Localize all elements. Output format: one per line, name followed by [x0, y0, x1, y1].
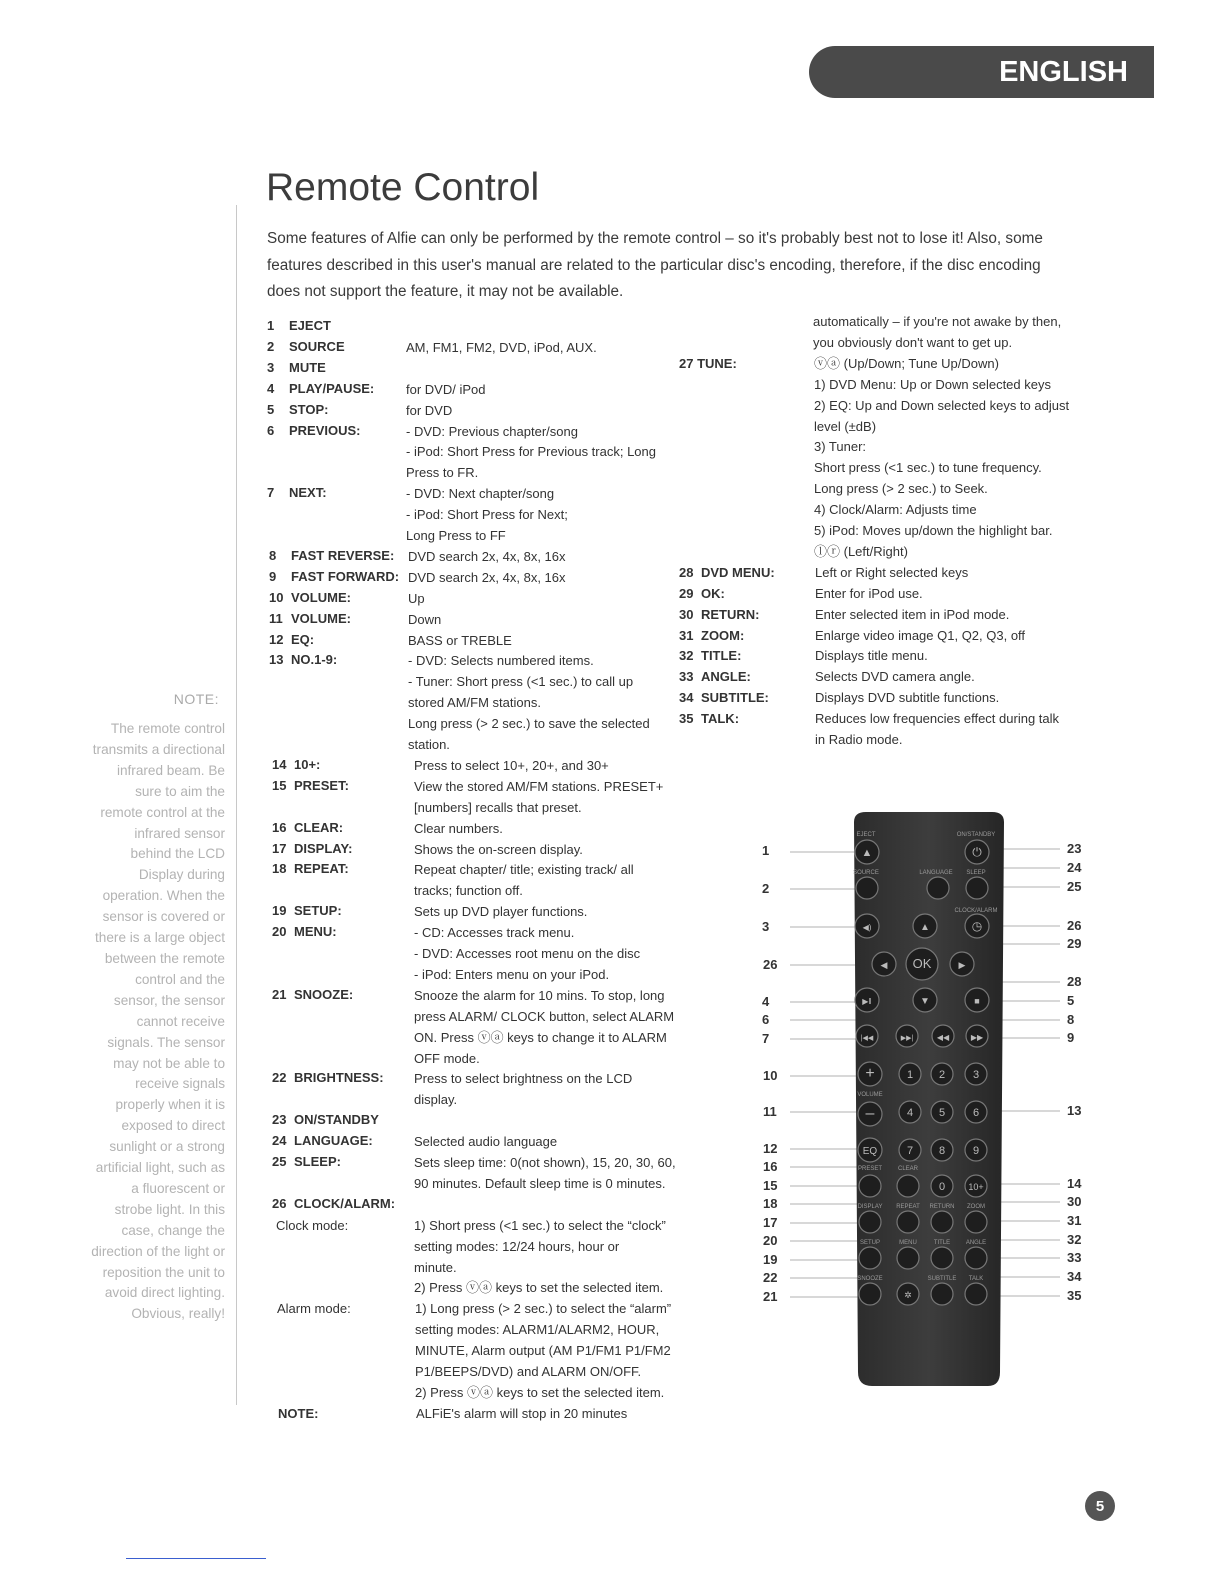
key-description: ⓛⓡ (Left/Right) [814, 543, 908, 559]
key-label [269, 588, 351, 608]
callout-number-left: 15 [763, 1178, 778, 1193]
callout-number-right: 23 [1067, 841, 1082, 856]
key-description: 4) Clock/Alarm: Adjusts time [814, 502, 977, 518]
angle-button [965, 1247, 987, 1269]
key-number: 34 [679, 690, 694, 706]
key-label [272, 839, 353, 859]
key-description: Displays DVD subtitle functions. [815, 690, 1000, 706]
callout-number-left: 20 [763, 1233, 778, 1248]
key-number: 20 [272, 924, 287, 940]
callout-number-left: 18 [763, 1196, 778, 1211]
key-name: VOLUME: [291, 610, 351, 626]
key-label [272, 985, 353, 1005]
brightness-button-label: ✲ [904, 1290, 912, 1300]
callout-number-right: 35 [1067, 1288, 1082, 1303]
key-name: TALK: [701, 711, 740, 727]
key-label [267, 316, 331, 336]
key-description: Short press (<1 sec.) to tune frequency. [814, 460, 1042, 476]
ten-plus-button-label: 10+ [968, 1182, 984, 1192]
key-number: 13 [269, 652, 284, 668]
key-description: for DVD/ iPod [406, 381, 486, 397]
callout-number-left: 6 [762, 1012, 770, 1027]
key-description: - iPod: Short Press for Previous track; Long [406, 444, 656, 460]
key-description: Long Press to FF [406, 528, 506, 543]
key-label [272, 1131, 373, 1151]
alarm-note-text: ALFiE's alarm will stop in 20 minutes [416, 1405, 628, 1421]
key-name: SOURCE [289, 338, 345, 354]
setup-button [859, 1247, 881, 1269]
key-description: DVD search 2x, 4x, 8x, 16x [408, 548, 566, 564]
key-label [269, 630, 314, 650]
callout-number-right: 24 [1067, 860, 1082, 875]
key-description: 5) iPod: Moves up/down the highlight bar. [814, 523, 1053, 538]
key-name: PREVIOUS: [289, 422, 361, 438]
key-name: DVD MENU: [701, 564, 775, 580]
callout-number-right: 29 [1067, 936, 1082, 951]
callout-number-right: 31 [1067, 1213, 1082, 1228]
eject-caption: EJECT [856, 832, 876, 838]
key-name: EQ: [291, 631, 315, 647]
key-number: 35 [679, 711, 694, 727]
callout-number-left: 7 [762, 1031, 770, 1046]
source-button [856, 877, 878, 899]
key-number: 10 [269, 589, 284, 605]
key-label [679, 688, 769, 708]
key-description: Snooze the alarm for 10 mins. To stop, long [414, 987, 665, 1003]
standby-caption: ON/STANDBY [956, 832, 996, 838]
key-name: SNOOZE: [294, 986, 354, 1002]
callout-number-right: 28 [1067, 974, 1082, 989]
return-caption: RETURN [929, 1204, 955, 1210]
repeat-caption: REPEAT [896, 1204, 920, 1210]
continued-text: automatically – if you're not awake by then, [813, 314, 1062, 329]
key-label [272, 922, 337, 942]
key-description: OFF mode. [414, 1050, 480, 1066]
key-description: BASS or TREBLE [408, 632, 512, 648]
key-label [269, 609, 351, 629]
key-name: LANGUAGE: [294, 1133, 373, 1149]
setup-caption: SETUP [859, 1240, 881, 1246]
talk-caption: TALK [968, 1276, 984, 1282]
key-number: 29 [679, 585, 694, 601]
key-description: - Tuner: Short press (<1 sec.) to call up [408, 674, 634, 690]
left-button-label: ◀ [880, 960, 888, 970]
key-number: 18 [272, 861, 287, 877]
key-description: Down [408, 611, 442, 627]
key-number: 14 [272, 756, 287, 772]
alarm-mode-text: P1/BEEPS/DVD) and ALARM ON/OFF. [415, 1364, 642, 1379]
key-description: Sets sleep time: 0(not shown), 15, 20, 30, 60, [414, 1155, 676, 1170]
key-name: TUNE: [693, 355, 737, 371]
key-description: Displays title menu. [815, 648, 928, 664]
key-description: Selects DVD camera angle. [815, 669, 975, 685]
digit-0-button-label: 0 [938, 1181, 946, 1193]
callout-number-left: 17 [763, 1215, 778, 1230]
callout-number-left: 22 [763, 1270, 778, 1285]
display-button [859, 1211, 881, 1233]
key-description: ON. Press ⓥⓐ keys to change it to ALARM [414, 1029, 667, 1045]
callout-number-right: 34 [1067, 1269, 1082, 1284]
language-tab [809, 46, 1154, 98]
key-description: - iPod: Enters menu on your iPod. [414, 966, 610, 982]
key-description: Shows the on-screen display. [414, 841, 583, 857]
callout-number-left: 12 [763, 1141, 778, 1156]
callout-number-left: 2 [762, 881, 770, 896]
key-number: 32 [679, 648, 694, 664]
remote-control-illustration [850, 812, 1008, 1388]
key-description: Up [408, 590, 425, 606]
key-description: Enter for iPod use. [815, 585, 923, 601]
callout-number-left: 26 [763, 957, 778, 972]
alarm-mode-text: 2) Press ⓥⓐ keys to set the selected item. [415, 1384, 665, 1400]
callout-number-right: 8 [1067, 1012, 1075, 1027]
key-label [679, 667, 751, 687]
key-number: 25 [272, 1154, 287, 1169]
key-name: VOLUME: [291, 589, 351, 605]
key-name: OK: [701, 585, 725, 601]
alarm-note-label: NOTE: [278, 1405, 319, 1421]
return-button [931, 1211, 953, 1233]
key-description: Repeat chapter/ title; existing track/ all [414, 862, 634, 878]
key-name: RETURN: [701, 606, 760, 622]
volume-down-button-label: – [865, 1105, 875, 1122]
key-description: Selected audio language [414, 1134, 558, 1150]
key-number: 1 [267, 318, 275, 333]
alarm-mode-text: setting modes: ALARM1/ALARM2, HOUR, [415, 1322, 660, 1338]
callout-number-left: 3 [762, 919, 770, 934]
key-description: - DVD: Accesses root menu on the disc [414, 946, 641, 961]
previous-button-label: |◀◀ [860, 1035, 874, 1042]
stop-button-label: ■ [974, 996, 980, 1006]
key-name: ON/STANDBY [294, 1112, 379, 1128]
display-caption: DISPLAY [857, 1204, 883, 1210]
next-button-label: ▶▶| [900, 1035, 914, 1042]
digit-9-button-label: 9 [972, 1145, 980, 1157]
source-caption: SOURCE [853, 870, 879, 876]
key-name: PLAY/PAUSE: [289, 380, 375, 396]
key-name: TITLE: [701, 648, 742, 664]
volume-caption: VOLUME [857, 1092, 883, 1098]
clock-mode-label: Clock mode: [276, 1217, 349, 1233]
fast-forward-button-label: ▶▶ [970, 1033, 984, 1042]
digit-4-button-label: 4 [906, 1107, 914, 1119]
preset-caption: PRESET [857, 1166, 883, 1172]
key-name: PRESET: [294, 777, 349, 793]
key-description: ⓥⓐ (Up/Down; Tune Up/Down) [814, 355, 999, 371]
sleep-button [966, 877, 988, 899]
zoom-caption: ZOOM [967, 1204, 985, 1210]
key-label [272, 1068, 384, 1088]
key-name: MENU: [294, 924, 337, 940]
key-number: 16 [272, 819, 287, 835]
title-button [931, 1247, 953, 1269]
key-label [272, 755, 320, 775]
key-number: 24 [272, 1133, 287, 1149]
key-description: - DVD: Next chapter/song [406, 486, 555, 502]
key-description: station. [408, 737, 450, 752]
clock-mode-text: minute. [414, 1259, 457, 1275]
callout-number-left: 19 [763, 1252, 778, 1267]
key-name: ANGLE: [701, 669, 751, 685]
key-number: 33 [679, 669, 694, 685]
language-button [927, 877, 949, 899]
key-description: - iPod: Short Press for Next; [406, 507, 568, 523]
key-label [269, 546, 394, 566]
key-name: SLEEP: [294, 1154, 341, 1169]
intro-paragraph: Some features of Alfie can only be performed by the remote control – so it's probably best not to lose it! Also, some features described in this user's manual are related to the particular disc's encoding, therefore, if the disc encoding does not support the feature, it may not be available. [267, 230, 1043, 300]
key-description: - DVD: Selects numbered items. [408, 653, 594, 669]
clear-button [897, 1175, 919, 1197]
key-description: Long press (> 2 sec.) to Seek. [814, 481, 988, 497]
key-description: DVD search 2x, 4x, 8x, 16x [408, 569, 566, 585]
callout-number-left: 4 [762, 994, 770, 1009]
key-number: 28 [679, 564, 694, 580]
key-label [679, 605, 760, 625]
snooze-caption: SNOOZE [857, 1276, 883, 1282]
callout-number-right: 25 [1067, 879, 1082, 894]
key-description: Enlarge video image Q1, Q2, Q3, off [815, 627, 1026, 643]
key-label [272, 818, 343, 838]
key-label [679, 354, 737, 374]
digit-2-button-label: 2 [938, 1069, 946, 1081]
digit-8-button-label: 8 [938, 1145, 946, 1157]
key-number: 27 [679, 355, 694, 371]
key-name: STOP: [289, 401, 329, 417]
subtitle-caption: SUBTITLE [927, 1276, 957, 1282]
callout-number-right: 9 [1067, 1030, 1075, 1045]
key-description: 90 minutes. Default sleep time is 0 minutes. [414, 1175, 666, 1191]
key-label [272, 859, 349, 879]
key-number: 5 [267, 401, 275, 417]
key-label [267, 337, 345, 357]
standby-button-label: ⏻ [972, 845, 982, 859]
key-name: MUTE [289, 359, 326, 375]
key-description: [numbers] recalls that preset. [414, 799, 582, 815]
callout-number-right: 14 [1067, 1176, 1082, 1191]
key-description: Long press (> 2 sec.) to save the selected [408, 716, 650, 732]
right-button-label: ▶ [958, 960, 966, 970]
key-number: 9 [269, 568, 277, 584]
key-label [679, 626, 744, 646]
key-number: 23 [272, 1112, 287, 1128]
key-name: SUBTITLE: [701, 690, 769, 706]
key-name: FAST REVERSE: [291, 547, 395, 563]
fast-reverse-button-label: ◀◀ [936, 1033, 950, 1042]
eq-button-label: EQ [862, 1146, 878, 1157]
continued-text: you obviously don't want to get up. [813, 334, 1013, 350]
snooze-button [859, 1283, 881, 1305]
key-number: 4 [267, 380, 275, 396]
key-number: 7 [267, 485, 275, 501]
key-label [272, 1194, 395, 1214]
key-description: Clear numbers. [414, 820, 503, 836]
key-label [679, 563, 775, 583]
key-description: Reduces low frequencies effect during talk [815, 711, 1060, 727]
key-number: 19 [272, 903, 287, 919]
callout-number-left: 16 [763, 1159, 778, 1174]
page-title: Remote Control [266, 166, 540, 209]
key-description: tracks; function off. [414, 883, 523, 899]
key-number: 8 [269, 547, 277, 563]
callout-number-right: 26 [1067, 918, 1082, 933]
key-description: AM, FM1, FM2, DVD, iPod, AUX. [406, 339, 597, 355]
key-name: ZOOM: [701, 627, 745, 643]
side-note-text: The remote control transmits a directional infrared beam. Be sure to aim the remote control at the infrared sensor behind the LCD Display during operation. When the sensor is covered or there is a large object between the remote control and the sensor, the sensor cannot receive signals. The sensor may not be able to receive signals properly when it is exposed to direct sunlight or a strong artificial light, such as a fluorescent or strobe light. In this case, change the direction of the light or reposition the unit to avoid direct lighting. Obvious, really! [91, 721, 225, 1322]
language-label: ENGLISH [999, 55, 1128, 88]
callout-number-left: 21 [763, 1289, 778, 1304]
clear-caption: CLEAR [897, 1166, 919, 1172]
key-number: 31 [679, 627, 694, 643]
key-name: FAST FORWARD: [291, 568, 400, 584]
key-label [267, 379, 374, 399]
key-name: CLEAR: [294, 819, 344, 835]
key-description: Press to select 10+, 20+, and 30+ [414, 757, 609, 773]
clock-mode-text: setting modes: 12/24 hours, hour or [414, 1238, 620, 1254]
key-description: Enter selected item in iPod mode. [815, 606, 1010, 622]
key-number: 30 [679, 606, 694, 622]
key-description: for DVD [406, 402, 453, 418]
key-number: 15 [272, 777, 287, 793]
clock-mode-text: 2) Press ⓥⓐ keys to set the selected item. [414, 1280, 664, 1296]
key-number: 11 [269, 610, 283, 626]
key-label [269, 650, 337, 670]
callout-number-right: 33 [1067, 1250, 1082, 1265]
key-description: display. [414, 1092, 458, 1108]
key-description: Sets up DVD player functions. [414, 904, 588, 920]
volume-up-button-label: + [865, 1065, 875, 1082]
alarm-mode-text: 1) Long press (> 2 sec.) to select the “alarm” [415, 1301, 672, 1317]
key-description: Press to select brightness on the LCD [414, 1071, 633, 1087]
key-name: 10+: [294, 756, 321, 772]
down-button-label: ▼ [920, 996, 930, 1007]
key-name: CLOCK/ALARM: [294, 1195, 396, 1211]
key-description: View the stored AM/FM stations. PRESET+ [414, 778, 664, 794]
callout-number-right: 13 [1067, 1103, 1082, 1118]
key-label [267, 421, 361, 441]
page-number: 5 [1085, 1491, 1115, 1521]
callout-number-left: 1 [762, 843, 770, 858]
callout-number-left: 10 [763, 1068, 778, 1083]
alarm-mode-text: MINUTE, Alarm output (AM P1/FM1 P1/FM2 [415, 1343, 671, 1359]
key-description: - DVD: Previous chapter/song [406, 423, 578, 439]
key-label [269, 567, 399, 587]
mute-button-label: ◀) [862, 923, 872, 932]
key-name: DISPLAY: [294, 840, 353, 856]
key-number: 6 [267, 422, 275, 438]
subtitle-button [931, 1283, 953, 1305]
digit-5-button-label: 5 [938, 1107, 946, 1119]
key-description: level (±dB) [814, 418, 877, 434]
digit-3-button-label: 3 [972, 1069, 980, 1081]
repeat-button [897, 1211, 919, 1233]
key-name: NO.1-9: [291, 652, 338, 668]
key-description: press ALARM/ CLOCK button, select ALARM [414, 1008, 675, 1024]
key-label [267, 483, 327, 503]
key-label [679, 584, 725, 604]
key-description: Press to FR. [406, 465, 479, 481]
menu-button [897, 1247, 919, 1269]
key-label [679, 646, 741, 666]
key-label [272, 1110, 379, 1130]
key-label [272, 901, 342, 921]
clock-alarm-button-label: ◷ [971, 919, 983, 933]
key-number: 26 [272, 1195, 287, 1211]
key-name: REPEAT: [294, 861, 349, 877]
alarm-mode-label: Alarm mode: [277, 1301, 351, 1317]
key-number: 17 [272, 840, 287, 856]
up-button-label: ▲ [920, 922, 930, 933]
digit-1-button-label: 1 [906, 1069, 914, 1081]
side-note-heading: NOTE: [173, 691, 219, 707]
key-label [267, 358, 326, 378]
key-description: 1) DVD Menu: Up or Down selected keys [814, 376, 1051, 392]
key-number: 3 [267, 359, 275, 375]
key-label [272, 1152, 341, 1172]
key-description: - CD: Accesses track menu. [414, 925, 575, 941]
talk-button [965, 1283, 987, 1305]
callout-number-right: 5 [1067, 993, 1075, 1008]
preset-button [859, 1175, 881, 1197]
language-caption: LANGUAGE [919, 870, 953, 876]
key-description: 3) Tuner: [814, 439, 867, 455]
sleep-caption: SLEEP [966, 870, 986, 876]
key-description: stored AM/FM stations. [408, 695, 541, 711]
key-number: 12 [269, 631, 284, 647]
key-description: Left or Right selected keys [815, 564, 969, 580]
digit-6-button-label: 6 [972, 1107, 980, 1119]
key-number: 21 [272, 986, 287, 1002]
eject-button-label: ▲ [861, 847, 873, 859]
callout-number-right: 32 [1067, 1232, 1082, 1247]
key-description: 2) EQ: Up and Down selected keys to adjust [814, 397, 1070, 413]
clockalarm-caption: CLOCK/ALARM [954, 908, 998, 914]
callout-number-right: 30 [1067, 1194, 1082, 1209]
zoom-button [965, 1211, 987, 1233]
key-name: BRIGHTNESS: [294, 1070, 384, 1086]
key-name: EJECT [289, 318, 331, 333]
menu-caption: MENU [899, 1240, 917, 1246]
key-label [272, 776, 349, 796]
key-name: NEXT: [289, 485, 327, 501]
key-label [679, 709, 739, 729]
key-description: in Radio mode. [815, 732, 903, 747]
callout-number-left: 11 [763, 1104, 777, 1119]
column-divider [236, 205, 237, 1405]
footer-rule [126, 1558, 266, 1559]
key-name: SETUP: [294, 903, 342, 919]
angle-caption: ANGLE [965, 1240, 987, 1246]
key-label [267, 400, 329, 420]
clock-mode-text: 1) Short press (<1 sec.) to select the “clock” [414, 1217, 666, 1233]
key-number: 2 [267, 338, 275, 354]
play-pause-button-label: ▶‖ [862, 997, 872, 1006]
title-caption: TITLE [933, 1240, 951, 1246]
key-number: 22 [272, 1070, 287, 1086]
digit-7-button-label: 7 [906, 1145, 914, 1157]
ok-button-label: OK [912, 956, 932, 971]
